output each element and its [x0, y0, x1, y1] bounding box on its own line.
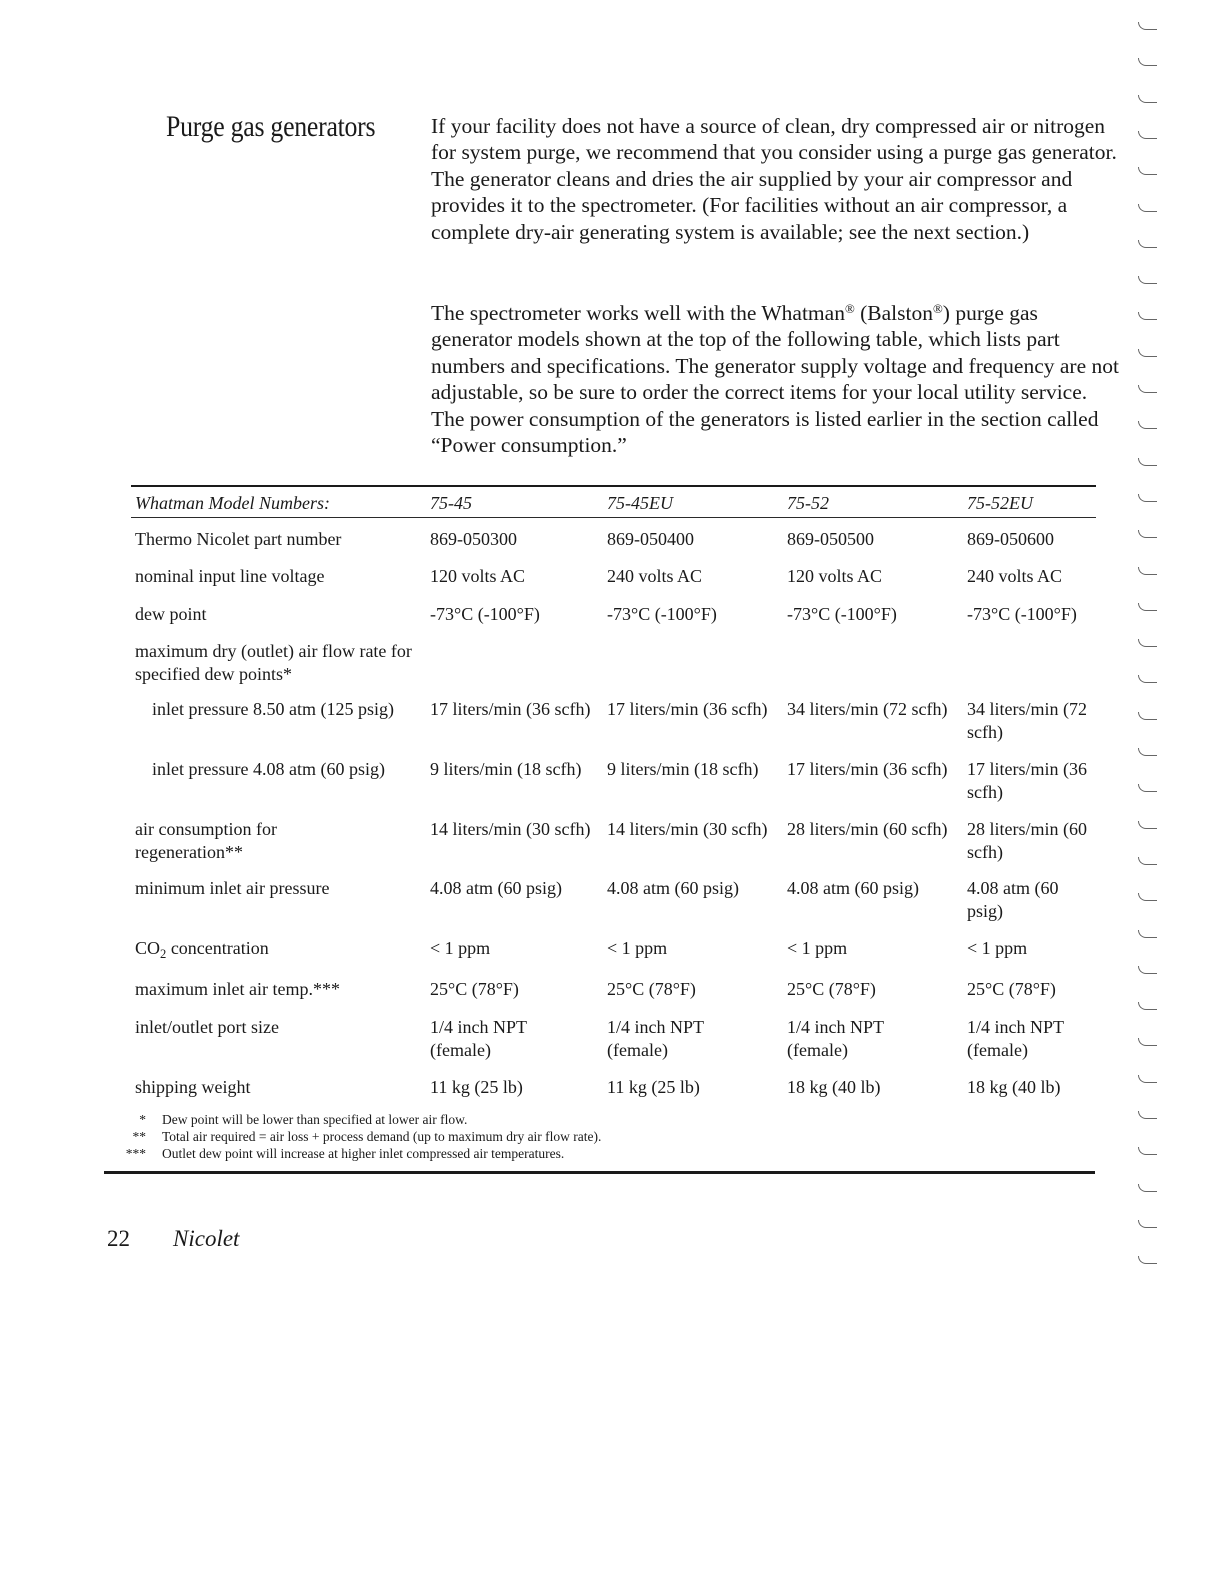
binding-tick: [1138, 204, 1157, 212]
registered-mark: ®: [844, 302, 855, 316]
section-title: Purge gas generators: [166, 110, 376, 143]
binding-tick: [1138, 22, 1157, 30]
binding-tick: [1138, 966, 1157, 974]
binding-tick: [1138, 458, 1157, 466]
registered-mark: ®: [932, 302, 943, 316]
binding-tick: [1138, 712, 1157, 720]
table-bottom-rule: [104, 1171, 1095, 1174]
models-paragraph: The spectrometer works well with the Whatman® (Balston®) purge gas generator models shown at the top of the following table, which lists part numbers and specifications. The generator supply voltage and frequency are not adjustable, so be sure to order the correct items for your local utility service. The power consumption of the generators is listed earlier in the section called “Power consumption.”: [431, 301, 1119, 458]
spiral-binding-edge: [1136, 0, 1166, 1290]
binding-tick: [1138, 639, 1157, 647]
binding-tick: [1138, 1184, 1157, 1192]
binding-tick: [1138, 784, 1157, 792]
header-rule: [131, 517, 1096, 518]
intro-paragraph: If your facility does not have a source of clean, dry compressed air or nitrogen for system purge, we recommend that you consider using a purge gas generator. The generator cleans and dries the air supplied by your air compressor and provides it to the spectrometer. (For facilities without an air compressor, a complete dry-air generating system is available; see the next section.): [431, 114, 1117, 244]
binding-tick: [1138, 675, 1157, 683]
binding-tick: [1138, 930, 1157, 938]
binding-tick: [1138, 167, 1157, 175]
binding-tick: [1138, 857, 1157, 865]
binding-tick: [1138, 1220, 1157, 1228]
binding-tick: [1138, 58, 1157, 66]
binding-tick: [1138, 1111, 1157, 1119]
page-number: 22: [107, 1226, 130, 1251]
header-label: Whatman Model Numbers:: [135, 493, 330, 513]
binding-tick: [1138, 1147, 1157, 1155]
header-model-75-45: 75-45: [430, 493, 472, 513]
binding-tick: [1138, 603, 1157, 611]
binding-tick: [1138, 893, 1157, 901]
binding-tick: [1138, 748, 1157, 756]
binding-tick: [1138, 385, 1157, 393]
binding-tick: [1138, 1256, 1157, 1264]
binding-tick: [1138, 131, 1157, 139]
binding-tick: [1138, 494, 1157, 502]
binding-tick: [1138, 240, 1157, 248]
header-model-75-52eu: 75-52EU: [967, 493, 1033, 513]
header-model-75-45eu: 75-45EU: [607, 493, 673, 513]
binding-tick: [1138, 312, 1157, 320]
binding-tick: [1138, 421, 1157, 429]
binding-tick: [1138, 95, 1157, 103]
binding-tick: [1138, 1075, 1157, 1083]
binding-tick: [1138, 1002, 1157, 1010]
binding-tick: [1138, 349, 1157, 357]
table-top-rule: [131, 485, 1096, 487]
footer-brand: Nicolet: [173, 1226, 240, 1251]
binding-tick: [1138, 276, 1157, 284]
binding-tick: [1138, 530, 1157, 538]
binding-tick: [1138, 821, 1157, 829]
binding-tick: [1138, 1038, 1157, 1046]
header-model-75-52: 75-52: [787, 493, 829, 513]
binding-tick: [1138, 567, 1157, 575]
